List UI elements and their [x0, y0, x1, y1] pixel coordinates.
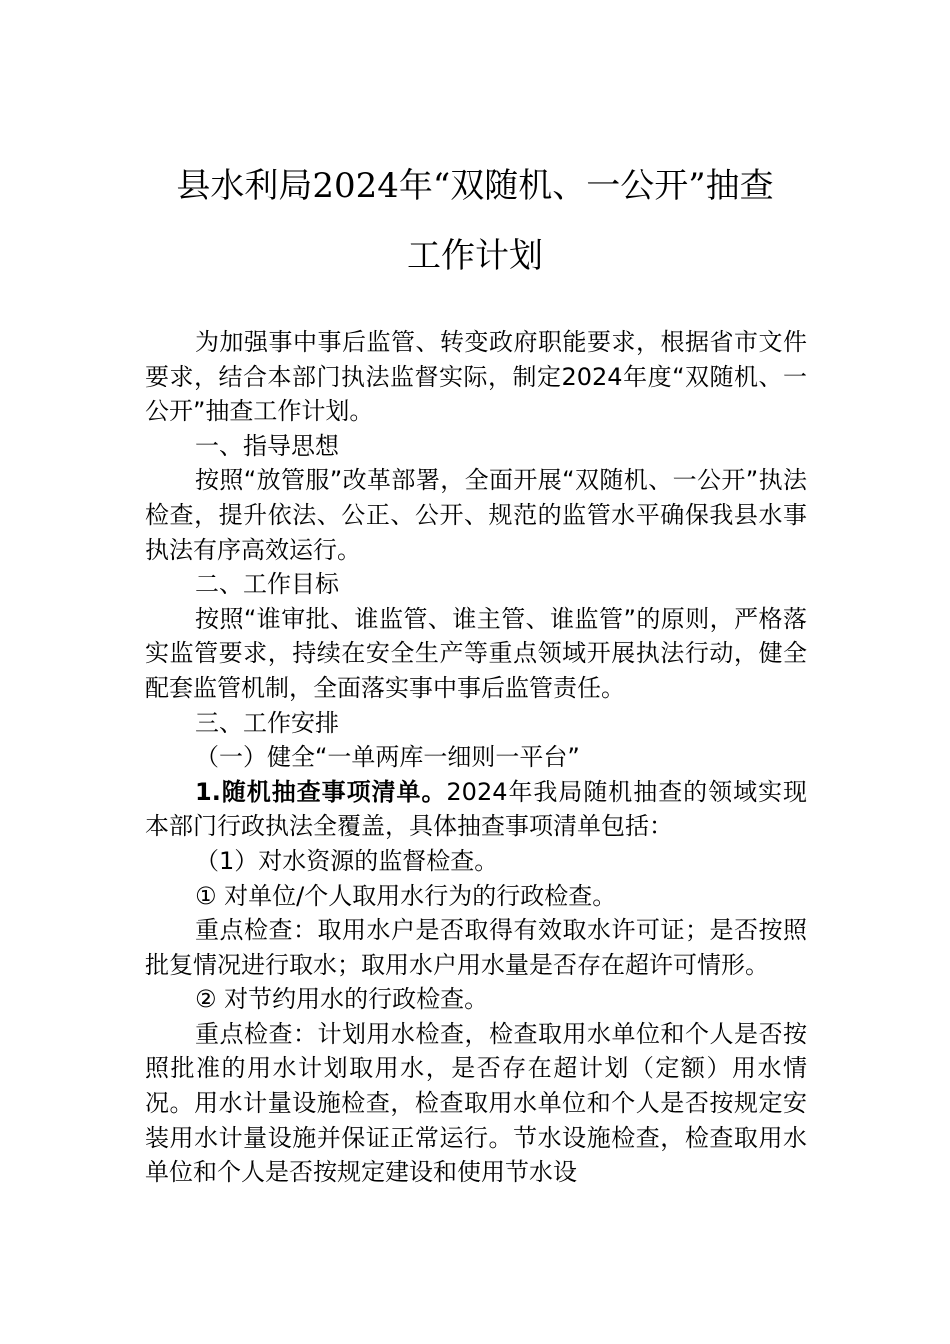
intro-paragraph: 为加强事中事后监管、转变政府职能要求，根据省市文件要求，结合本部门执法监督实际，制定2024年度“双随机、一公开”抽查工作计划。: [145, 328, 807, 426]
sub-item-1a-heading: ① 对单位/个人取用水行为的行政检查。: [195, 881, 617, 910]
section-heading-2: 二、工作目标: [195, 570, 339, 599]
section-heading-3: 三、工作安排: [195, 708, 339, 737]
section-heading-1: 一、指导思想: [195, 431, 339, 460]
item-1-paragraph: [145, 775, 807, 844]
section-2-paragraph: 按照“谁审批、谁监管、谁主管、谁监管”的原则，严格落实监管要求，持续在安全生产等重点领域开展执法行动，健全配套监管机制，全面落实事中事后监管责任。: [145, 604, 807, 702]
document-title-line-2: 工作计划: [407, 236, 543, 276]
document-title-line-1: 县水利局2024年“双随机、一公开”抽查: [176, 166, 774, 206]
sub-item-1b-heading: ② 对节约用水的行政检查。: [195, 985, 489, 1014]
sub-item-1b-text: 重点检查：计划用水检查，检查取用水单位和个人是否按照批准的用水计划取用水，是否存在超计划（定额）用水情况。用水计量设施检查，检查取用水单位和个人是否按规定安装用水计量设施并保证正常运行。节水设施检查，检查取用水单位和个人是否按规定建设和使用节水设: [145, 1019, 807, 1187]
section-1-paragraph: 按照“放管服”改革部署，全面开展“双随机、一公开”执法检查，提升依法、公正、公开、规范的监管水平确保我县水事执法有序高效运行。: [145, 466, 807, 564]
item-1-lead: 1.随机抽查事项清单。: [195, 777, 447, 806]
sub-item-1-heading: （1）对水资源的监督检查。: [195, 846, 499, 875]
item-1-text: 2024年我局随机抽查的领域实现本部门行政执法全覆盖，具体抽查事项清单包括：: [145, 777, 807, 841]
document-body: [145, 325, 807, 1190]
sub-item-1a-text: 重点检查：取用水户是否取得有效取水许可证；是否按照批复情况进行取水；取用水户用水量是否存在超许可情形。: [145, 916, 807, 979]
subsection-heading-3-1: （一）健全“一单两库一细则一平台”: [195, 743, 580, 772]
